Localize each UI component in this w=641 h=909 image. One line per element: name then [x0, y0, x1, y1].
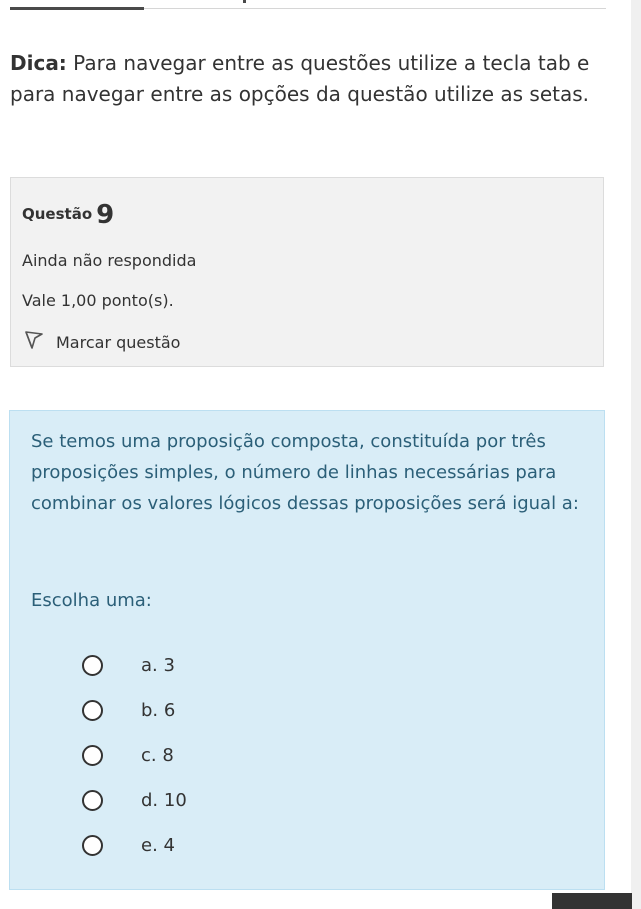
answer-option-a[interactable]: [82, 643, 187, 688]
answer-label-c[interactable]: c. 8: [141, 745, 174, 766]
question-grade: Vale 1,00 ponto(s).: [22, 291, 174, 310]
answer-label-a[interactable]: a. 3: [141, 655, 175, 676]
bottom-nav-button[interactable]: [552, 893, 632, 909]
hint-text: Para navegar entre as questões utilize a tecla tab e para navegar entre as opções da questão utilize as setas.: [10, 51, 590, 106]
question-status: Ainda não respondida: [22, 251, 197, 270]
answer-label-e[interactable]: e. 4: [141, 835, 175, 856]
radio-unchecked-icon[interactable]: [82, 700, 103, 721]
progress-indicator: [10, 7, 144, 10]
answer-option-b[interactable]: [82, 688, 187, 733]
question-formulation: [9, 410, 605, 890]
radio-unchecked-icon[interactable]: [82, 835, 103, 856]
question-text: Se temos uma proposição composta, constituída por três proposições simples, o número de linhas necessárias para combinar os valores lógicos dessas proposições será igual a:: [31, 431, 579, 514]
answer-label-b[interactable]: b. 6: [141, 700, 176, 721]
flag-question-button[interactable]: [23, 329, 180, 355]
question-info-panel: [10, 177, 604, 367]
answer-option-d[interactable]: [82, 778, 187, 823]
flag-icon: [23, 329, 45, 355]
navigation-hint: [10, 48, 600, 110]
hint-label: Dica:: [10, 51, 67, 75]
question-number: 9: [96, 200, 115, 230]
radio-unchecked-icon[interactable]: [82, 655, 103, 676]
flag-question-label: Marcar questão: [56, 332, 181, 352]
answer-option-c[interactable]: [82, 733, 187, 778]
question-number-heading: [22, 200, 114, 230]
answer-option-e[interactable]: [82, 823, 187, 868]
radio-unchecked-icon[interactable]: [82, 790, 103, 811]
scrollbar[interactable]: [631, 0, 641, 909]
question-label: Questão: [22, 205, 93, 223]
progress-marker: [243, 0, 246, 3]
answer-list: [82, 643, 187, 868]
answer-label-d[interactable]: d. 10: [141, 790, 187, 811]
answer-prompt: Escolha uma:: [31, 590, 152, 611]
radio-unchecked-icon[interactable]: [82, 745, 103, 766]
